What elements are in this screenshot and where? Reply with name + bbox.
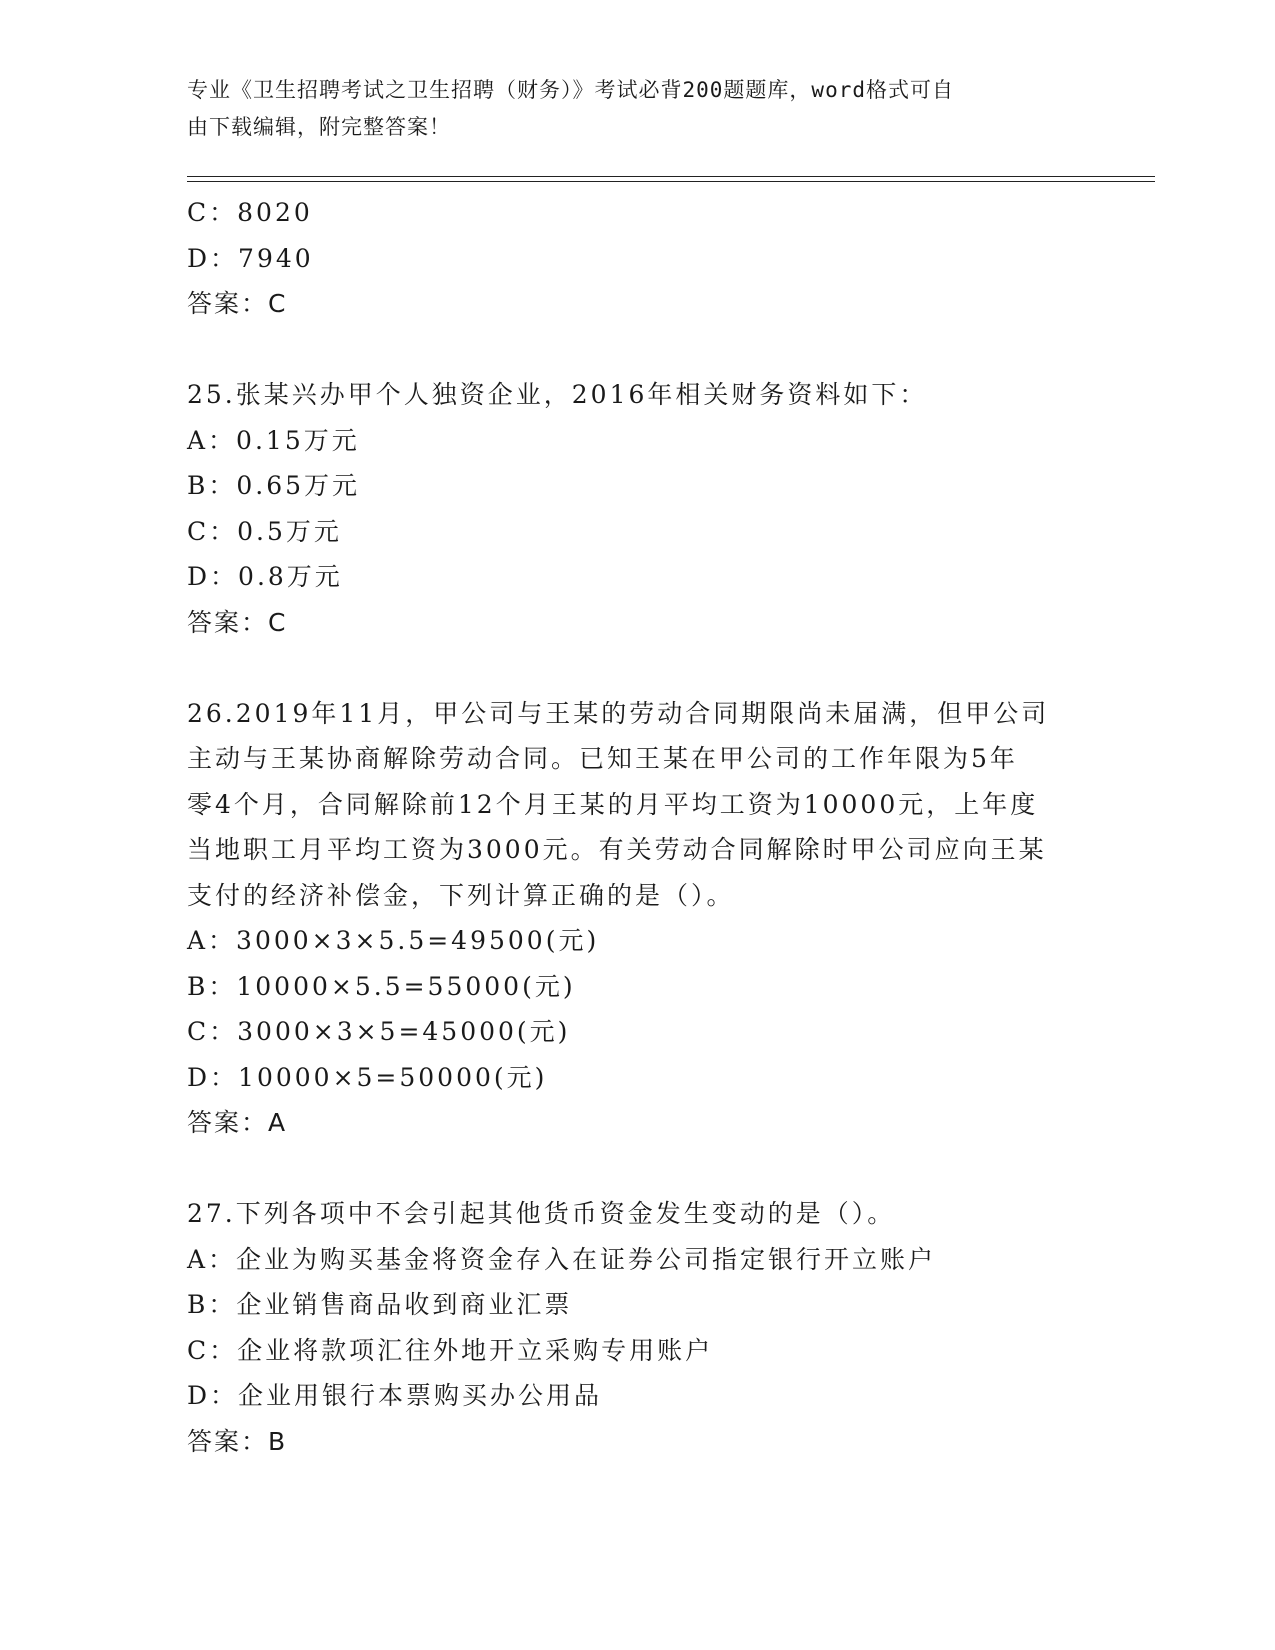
- document-body: [187, 190, 1087, 1464]
- option-c: C：0.5万元: [187, 516, 342, 546]
- spacer: [187, 327, 1087, 373]
- option-c: C：企业将款项汇往外地开立采购专用账户: [187, 1335, 714, 1365]
- option-b: B：0.65万元: [187, 471, 361, 500]
- question-stem: 25.张某兴办甲个人独资企业，2016年相关财务资料如下：: [187, 380, 928, 409]
- option-d: D：0.8万元: [187, 562, 343, 591]
- question-26: [187, 691, 1087, 1146]
- question-27: [187, 1191, 1087, 1464]
- header-line-2: 由下载编辑，附完整答案！: [187, 115, 451, 139]
- document-header: [187, 72, 1067, 146]
- answer-line: 答案：A: [187, 1108, 288, 1137]
- option-d: D：10000×5=50000(元): [187, 1062, 548, 1092]
- question-stem-line-2: 主动与王某协商解除劳动合同。已知王某在甲公司的工作年限为5年: [187, 744, 1018, 773]
- question-stem-line-3: 零4个月，合同解除前12个月王某的月平均工资为10000元，上年度: [187, 789, 1039, 819]
- question-stem: 27.下列各项中不会引起其他货币资金发生变动的是（）。: [187, 1199, 896, 1228]
- question-stem-line-5: 支付的经济补偿金，下列计算正确的是（）。: [187, 880, 735, 910]
- answer-line: 答案：C: [187, 607, 288, 637]
- option-a: A：企业为购买基金将资金存入在证券公司指定银行开立账户: [187, 1244, 937, 1274]
- option-d: D：企业用银行本票购买办公用品: [187, 1381, 603, 1410]
- question-25: [187, 372, 1087, 645]
- option-b: B：10000×5.5=55000(元): [187, 971, 576, 1001]
- spacer: [187, 645, 1087, 691]
- header-line-1: 专业《卫生招聘考试之卫生招聘（财务）》考试必背200题题库，word格式可自: [187, 78, 954, 102]
- option-c: C：8020: [187, 198, 313, 227]
- spacer: [187, 1146, 1087, 1192]
- answer-line: 答案：C: [187, 289, 288, 318]
- header-divider-bottom: [187, 181, 1155, 182]
- header-divider-top: [187, 176, 1155, 177]
- answer-line: 答案：B: [187, 1426, 288, 1456]
- option-a: A：3000×3×5.5=49500(元): [187, 926, 600, 955]
- option-b: B：企业销售商品收到商业汇票: [187, 1290, 573, 1319]
- option-d: D：7940: [187, 243, 314, 273]
- question-24-tail: [187, 190, 1087, 327]
- question-stem-line-1: 26.2019年11月，甲公司与王某的劳动合同期限尚未届满，但甲公司: [187, 698, 1050, 728]
- question-stem-line-4: 当地职工月平均工资为3000元。有关劳动合同解除时甲公司应向王某: [187, 835, 1047, 864]
- option-c: C：3000×3×5=45000(元): [187, 1017, 571, 1046]
- option-a: A：0.15万元: [187, 425, 360, 455]
